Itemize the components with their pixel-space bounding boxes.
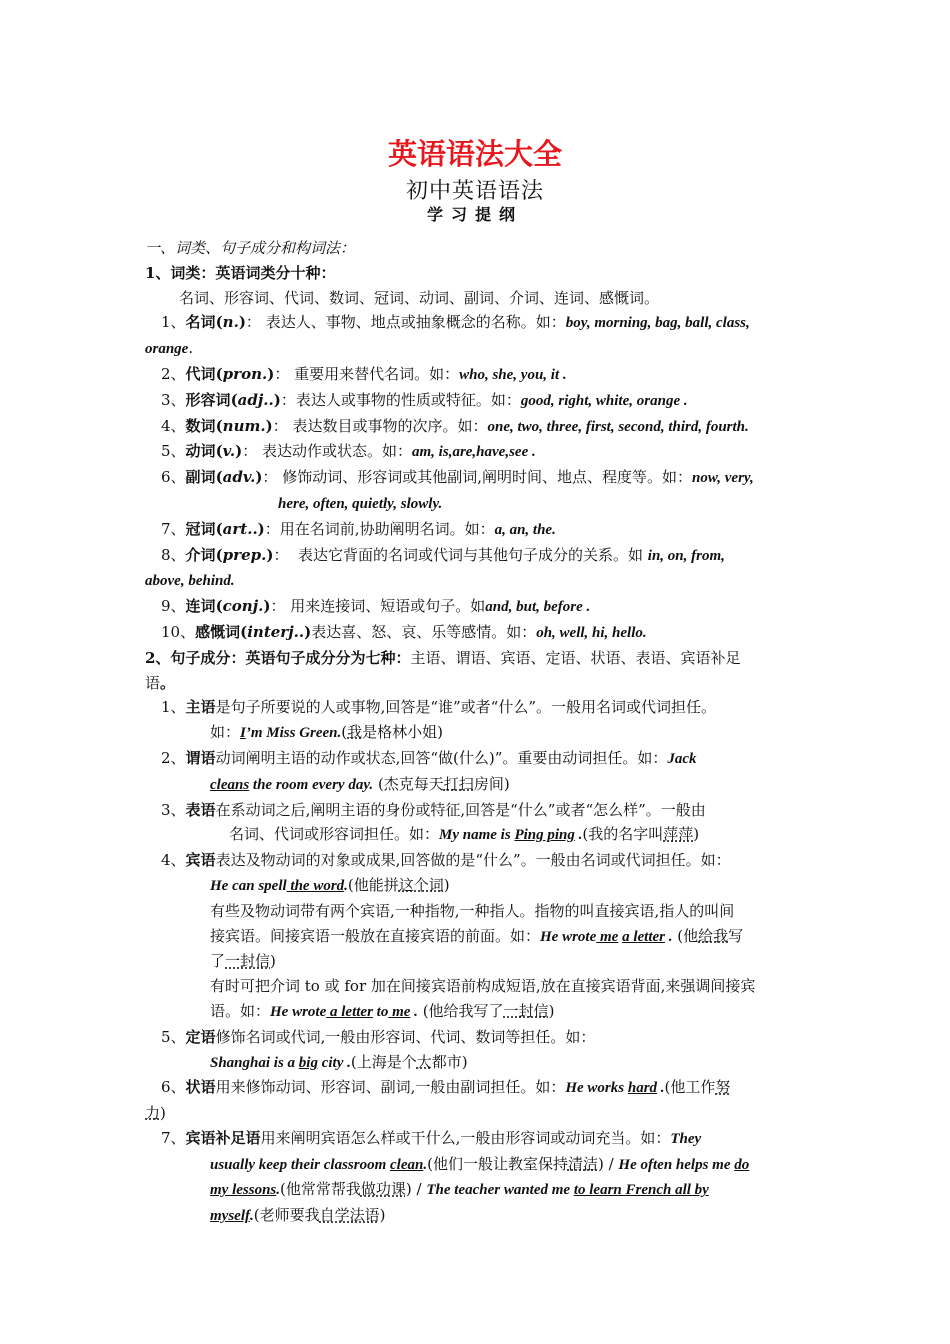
- word-class-item: 3、形容词(adj..)：表达人或事物的性质或特征。如：good, right, white, orange .: [161, 390, 688, 409]
- word-class-item: 6、副词(adv.)： 修饰动词、形容词或其他副词,阐明时间、地点、程度等。如：now, very,: [161, 468, 754, 487]
- sentence-part-attribute: 5、定语修饰名词或代词,一般由形容词、代词、数词等担任。如：: [161, 1027, 596, 1046]
- document-title: 英语语法大全: [387, 137, 562, 171]
- sentence-part-adverbial: 6、状语用来修饰动词、形容词、副词,一般由副词担任。如：He works hard .(他工作努: [161, 1078, 731, 1097]
- word-class-list: 名词、形容词、代词、数词、冠词、动词、副词、介词、连词、感慨词。: [179, 288, 660, 307]
- object-example: He can spell the word.(他能拼这个词): [210, 875, 450, 894]
- word-class-item-cont: above, behind.: [145, 573, 235, 590]
- sentence-part-subject: 1、主语是句子所要说的人或事物,回答是“谁”或者“什么”。一般用名词或代词担任。: [161, 698, 717, 717]
- subject-example: 如：I’m Miss Green.(我是格林小姐): [210, 723, 444, 742]
- document-subtitle-outline: 学习提纲: [426, 205, 523, 224]
- object-complement-example: my lessons.(他常常帮我做功课) / The teacher wanted me to learn French all by: [210, 1180, 709, 1199]
- word-class-item: 9、连词(conj.)： 用来连接词、短语或句子。如and, but, before .: [161, 597, 591, 616]
- sentence-parts-heading-cont: 语。: [145, 673, 176, 692]
- document-subtitle: 初中英语语法: [405, 179, 544, 204]
- word-class-item: 7、冠词(art..)：用在名词前,协助阐明名词。如：a, an, the.: [161, 519, 556, 538]
- predicative-example: 名词、代词或形容词担任。如：My name is Ping ping .(我的名字叫萍萍): [229, 825, 700, 844]
- word-class-item: 8、介词(prep.)： 表达它背面的名词或代词与其他句子成分的关系。如 in, on, from,: [161, 545, 725, 564]
- word-class-heading: 1、词类：英语词类分十种：: [145, 263, 336, 282]
- word-class-item: 2、代词(pron.)： 重要用来替代名词。如：who, she, you, it .: [161, 364, 567, 383]
- object-paragraph: 了一封信): [210, 952, 276, 971]
- predicate-example: cleans the room every day. (杰克每天打扫房间): [210, 774, 510, 793]
- document-body: [145, 236, 808, 1229]
- sentence-part-object: 4、宾语表达及物动词的对象或成果,回答做的是“什么”。一般由名词或代词担任。如：: [161, 851, 731, 870]
- sentence-part-object-complement: 7、宾语补足语用来阐明宾语怎么样或干什么,一般由形容词或动词充当。如：They: [161, 1128, 702, 1147]
- attribute-example: Shanghai is a big city .(上海是个大都市): [210, 1052, 468, 1071]
- sentence-part-predicate: 2、谓语动词阐明主语的动作或状态,回答“做(什么)”。重要由动词担任。如：Jack: [161, 748, 697, 767]
- sentence-parts-heading: 2、句子成分：英语句子成分分为七种：主语、谓语、宾语、定语、状语、表语、宾语补足: [145, 648, 741, 667]
- object-paragraph: 有些及物动词带有两个宾语,一种指物,一种指人。指物的叫直接宾语,指人的叫间: [210, 901, 735, 920]
- word-class-item: 4、数词(num.)： 表达数目或事物的次序。如：one, two, three, first, second, third, fourth.: [161, 416, 749, 435]
- word-class-item-cont: orange.: [145, 339, 194, 358]
- word-class-item: 1、名词(n.)： 表达人、事物、地点或抽象概念的名称。如：boy, morning, bag, ball, class,: [161, 313, 750, 332]
- object-paragraph: 接宾语。间接宾语一般放在直接宾语的前面。如：He wrote me a letter . (他给我写: [210, 926, 744, 945]
- adverbial-example-cont: 力): [145, 1104, 166, 1123]
- sentence-part-predicative: 3、表语在系动词之后,阐明主语的身份或特征,回答是“什么”或者“怎么样”。一般由: [161, 800, 706, 819]
- word-class-item: 5、动词(v.)： 表达动作或状态。如：am, is,are,have,see .: [161, 442, 536, 461]
- section-heading: 一、词类、句子成分和构词法：: [145, 239, 356, 257]
- object-complement-example: myself.(老师要我自学法语): [210, 1206, 386, 1225]
- object-complement-example: usually keep their classroom clean.(他们一般让教室保持清洁) / He often helps me do: [210, 1154, 750, 1173]
- word-class-item: 10、感慨词(interj..)表达喜、怒、哀、乐等感情。如：oh, well, hi, hello.: [161, 622, 647, 641]
- object-paragraph: 语。如：He wrote a letter to me . (他给我写了一封信): [210, 1001, 555, 1020]
- word-class-item-cont: here, often, quietly, slowly.: [278, 495, 443, 512]
- object-paragraph: 有时可把介词 to 或 for 加在间接宾语前构成短语,放在直接宾语背面,来强调间接宾: [210, 977, 756, 996]
